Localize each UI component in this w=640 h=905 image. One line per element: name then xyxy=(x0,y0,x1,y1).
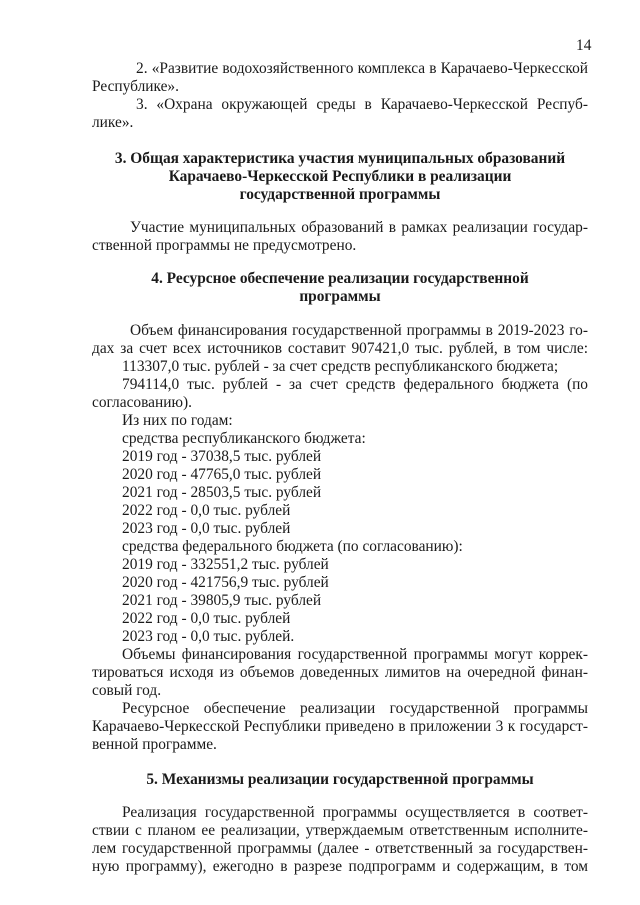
section5-body-line2: ствии с планом ее реализации, утверждаемым ответственным исполните- xyxy=(92,822,588,839)
section4-intro-line1: Объем финансирования государственной программы в 2019-2023 го- xyxy=(130,322,588,339)
section5-body-line1: Реализация государственной программы осуществляется в соответ- xyxy=(122,804,588,821)
regional-year-2022: 2022 год - 0,0 тыс. рублей xyxy=(122,502,291,519)
federal-year-2021: 2021 год - 39805,9 тыс. рублей xyxy=(122,592,322,609)
list-item-2-line1: 2. «Развитие водохозяйственного комплекса в Карачаево-Черкесской xyxy=(136,60,588,77)
section4-intro-line2: дах за счет всех источников составит 907421,0 тыс. рублей, в том числе: xyxy=(92,340,588,357)
section5-body-line4: ную программу), ежегодно в разрезе подпрограмм и содержащим, в том xyxy=(92,858,588,875)
section4-heading-line2: программы xyxy=(299,288,381,305)
list-item-2-line2: Республике». xyxy=(92,78,179,95)
regional-year-2023: 2023 год - 0,0 тыс. рублей xyxy=(122,520,291,537)
list-item-3-line2: лике». xyxy=(92,114,134,131)
regional-label: средства республиканского бюджета: xyxy=(122,430,366,447)
federal-label: средства федерального бюджета (по согласованию): xyxy=(122,538,463,555)
adjust-line2: тироваться исходя из объемов доведенных лимитов на очередной финан- xyxy=(92,664,588,681)
regional-year-2019: 2019 год - 37038,5 тыс. рублей xyxy=(122,448,322,465)
regional-total: 113307,0 тыс. рублей - за счет средств республиканского бюджета; xyxy=(122,358,559,375)
federal-year-2020: 2020 год - 421756,9 тыс. рублей xyxy=(122,574,329,591)
federal-year-2019: 2019 год - 332551,2 тыс. рублей xyxy=(122,556,329,573)
appendix-line2: Карачаево-Черкесской Республики приведено в приложении 3 к государст- xyxy=(92,718,588,735)
by-years-label: Из них по годам: xyxy=(122,412,233,429)
regional-year-2021: 2021 год - 28503,5 тыс. рублей xyxy=(122,484,322,501)
adjust-line1: Объемы финансирования государственной программы могут коррек- xyxy=(122,646,588,663)
appendix-line1: Ресурсное обеспечение реализации государственной программы xyxy=(122,700,588,717)
federal-total-line2: согласованию). xyxy=(92,394,192,411)
section3-body-line2: ственной программы не предусмотрено. xyxy=(92,237,357,254)
page-number: 14 xyxy=(576,37,592,54)
appendix-line3: венной программе. xyxy=(92,736,217,753)
section3-body-line1: Участие муниципальных образований в рамках реализации государ- xyxy=(130,219,588,236)
section5-heading: 5. Механизмы реализации государственной программы xyxy=(146,771,534,788)
adjust-line3: совый год. xyxy=(92,682,162,699)
federal-total-line1: 794114,0 тыс. рублей - за счет средств федерального бюджета (по xyxy=(122,376,588,393)
federal-year-2022: 2022 год - 0,0 тыс. рублей xyxy=(122,610,291,627)
regional-year-2020: 2020 год - 47765,0 тыс. рублей xyxy=(122,466,322,483)
section3-heading-line2: Карачаево-Черкесской Республики в реализации xyxy=(168,168,512,185)
list-item-3-line1: 3. «Охрана окружающей среды в Карачаево-Черкесской Респуб- xyxy=(136,96,588,113)
section3-heading-line1: 3. Общая характеристика участия муниципальных образований xyxy=(114,150,566,167)
section5-body-line3: лем государственной программы (далее - ответственный за государствен- xyxy=(92,840,588,857)
section4-heading-line1: 4. Ресурсное обеспечение реализации государственной xyxy=(151,270,529,287)
section3-heading-line3: государственной программы xyxy=(239,186,441,203)
federal-year-2023: 2023 год - 0,0 тыс. рублей. xyxy=(122,628,295,645)
